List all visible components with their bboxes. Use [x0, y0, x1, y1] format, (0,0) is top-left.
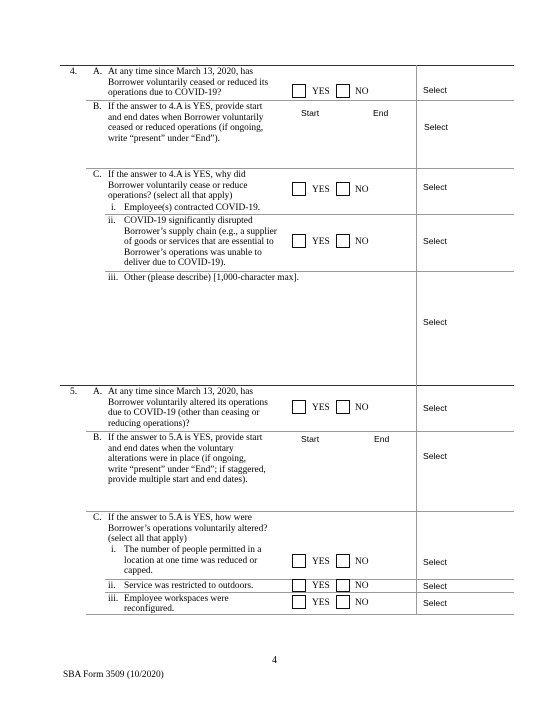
question-text-line: Employee(s) contracted COVID-19.	[124, 202, 261, 213]
yes-checkbox[interactable]	[292, 84, 306, 98]
question-text-line: and end dates when Borrower voluntarily	[108, 112, 264, 123]
yes-checkbox[interactable]	[292, 400, 306, 414]
question-text-line: due to COVID-19 (other than ceasing or	[108, 408, 260, 418]
question-text-line: ceased or reduced operations (if ongoing,	[108, 123, 264, 133]
question-text-line: At any time since March 13, 2020, has	[108, 387, 254, 397]
question-text-line: (select all that apply)	[108, 534, 187, 544]
row-divider	[86, 431, 514, 432]
row-divider	[86, 511, 514, 512]
sub-question-letter: C.	[93, 513, 102, 523]
no-checkbox[interactable]	[336, 400, 350, 414]
question-text-line: reconfigured.	[124, 604, 175, 614]
question-text-line: The number of people permitted in a	[124, 545, 262, 555]
no-label: NO	[355, 87, 369, 97]
yes-label: YES	[312, 580, 330, 591]
question-text-line: deliver due to COVID-19).	[124, 258, 226, 268]
select-dropdown[interactable]: Select	[423, 317, 447, 327]
no-label: NO	[355, 580, 369, 591]
no-label: NO	[355, 237, 369, 247]
yes-label: YES	[312, 403, 330, 413]
row-divider	[105, 271, 514, 272]
select-dropdown[interactable]: Select	[423, 403, 447, 413]
column-divider	[416, 65, 417, 385]
no-checkbox[interactable]	[336, 84, 350, 98]
start-date-label: Start	[301, 434, 320, 444]
no-checkbox[interactable]	[336, 579, 350, 592]
question-text-line: Other (please describe) [1,000-character max].	[124, 273, 299, 283]
yes-label: YES	[312, 237, 330, 247]
question-text-line: If the answer to 5.A is YES, provide start	[108, 433, 263, 443]
yes-label: YES	[312, 87, 330, 97]
question-number: 5.	[70, 387, 78, 397]
question-text-line: Borrower’s operations was unable to	[124, 247, 262, 258]
question-text-line: Borrower’s supply chain (e.g., a supplier	[124, 226, 277, 237]
select-dropdown[interactable]: Select	[423, 451, 447, 461]
roman-numeral: iii.	[108, 273, 119, 283]
yes-label: YES	[312, 598, 330, 608]
question-text-line: If the answer to 5.A is YES, how were	[108, 513, 252, 523]
select-dropdown[interactable]: Select	[423, 598, 447, 608]
question-text-line: COVID-19 significantly disrupted	[124, 216, 253, 226]
yes-label: YES	[312, 557, 330, 567]
select-dropdown[interactable]: Select	[423, 236, 447, 246]
no-checkbox[interactable]	[336, 595, 350, 609]
form-identifier: SBA Form 3509 (10/2020)	[63, 670, 164, 680]
page-number: 4	[272, 655, 277, 666]
sub-question-letter: C.	[93, 170, 102, 180]
question-text-line: Borrower voluntarily ceased or reduced its	[108, 77, 269, 88]
row-divider	[86, 168, 514, 169]
yes-checkbox[interactable]	[292, 234, 306, 248]
table-top-border	[60, 65, 514, 66]
sub-question-letter: B.	[93, 102, 102, 112]
select-dropdown[interactable]: Select	[423, 182, 447, 192]
row-divider	[86, 100, 514, 101]
select-dropdown[interactable]: Select	[424, 122, 448, 132]
no-label: NO	[355, 185, 369, 195]
question-text-line: write “present” under “End”; if staggered,	[108, 464, 266, 475]
question-text-line: If the answer to 4.A is YES, provide start	[108, 102, 263, 112]
question-text-line: Borrower’s operations voluntarily altered?	[108, 523, 268, 534]
roman-numeral: i.	[111, 545, 116, 555]
question-text-line: At any time since March 13, 2020, has	[108, 67, 254, 77]
roman-numeral: ii.	[108, 580, 116, 591]
question-text-line: reducing operations)?	[108, 418, 190, 429]
no-label: NO	[355, 557, 369, 567]
question-text-line: operations due to COVID-19?	[108, 88, 222, 98]
yes-checkbox[interactable]	[292, 554, 306, 568]
question-text-line: operations? (select all that apply)	[108, 191, 233, 201]
sub-question-letter: A.	[93, 387, 103, 397]
question-text-line: write “present” under “End”).	[108, 133, 220, 144]
yes-checkbox[interactable]	[292, 595, 306, 609]
question-text-line: capped.	[124, 566, 153, 576]
no-checkbox[interactable]	[336, 554, 350, 568]
question-text-line: location at one time was reduced or	[124, 555, 258, 566]
start-date-label: Start	[301, 108, 320, 118]
question-text-line: and end dates when the voluntary	[108, 443, 234, 454]
section-divider	[60, 385, 514, 386]
question-number: 4.	[70, 67, 78, 77]
question-text-line: provide multiple start and end dates).	[108, 475, 248, 485]
question-text-line: Employee workspaces were	[124, 593, 229, 604]
roman-numeral: ii.	[108, 216, 116, 226]
sub-question-letter: B.	[93, 433, 102, 443]
question-text-line: of goods or services that are essential to	[124, 237, 274, 247]
yes-label: YES	[312, 185, 330, 195]
yes-checkbox[interactable]	[292, 579, 306, 592]
roman-numeral: i.	[111, 202, 116, 213]
question-text-line: Service was restricted to outdoors.	[124, 580, 254, 591]
no-label: NO	[355, 403, 369, 413]
row-divider	[105, 214, 514, 215]
question-text-line: Borrower voluntarily cease or reduce	[108, 180, 248, 191]
roman-numeral: iii.	[108, 593, 119, 604]
select-dropdown[interactable]: Select	[423, 85, 447, 95]
question-text-line: alterations were in place (if ongoing,	[108, 454, 246, 464]
no-checkbox[interactable]	[336, 234, 350, 248]
question-text-line: If the answer to 4.A is YES, why did	[108, 170, 246, 180]
select-dropdown[interactable]: Select	[423, 581, 447, 591]
yes-checkbox[interactable]	[292, 182, 306, 196]
no-checkbox[interactable]	[336, 182, 350, 196]
end-date-label: End	[374, 434, 390, 444]
select-dropdown[interactable]: Select	[423, 557, 447, 567]
question-text-line: Borrower voluntarily altered its operations	[108, 397, 268, 408]
end-date-label: End	[373, 108, 389, 118]
sub-question-letter: A.	[93, 67, 103, 77]
no-label: NO	[355, 598, 369, 608]
